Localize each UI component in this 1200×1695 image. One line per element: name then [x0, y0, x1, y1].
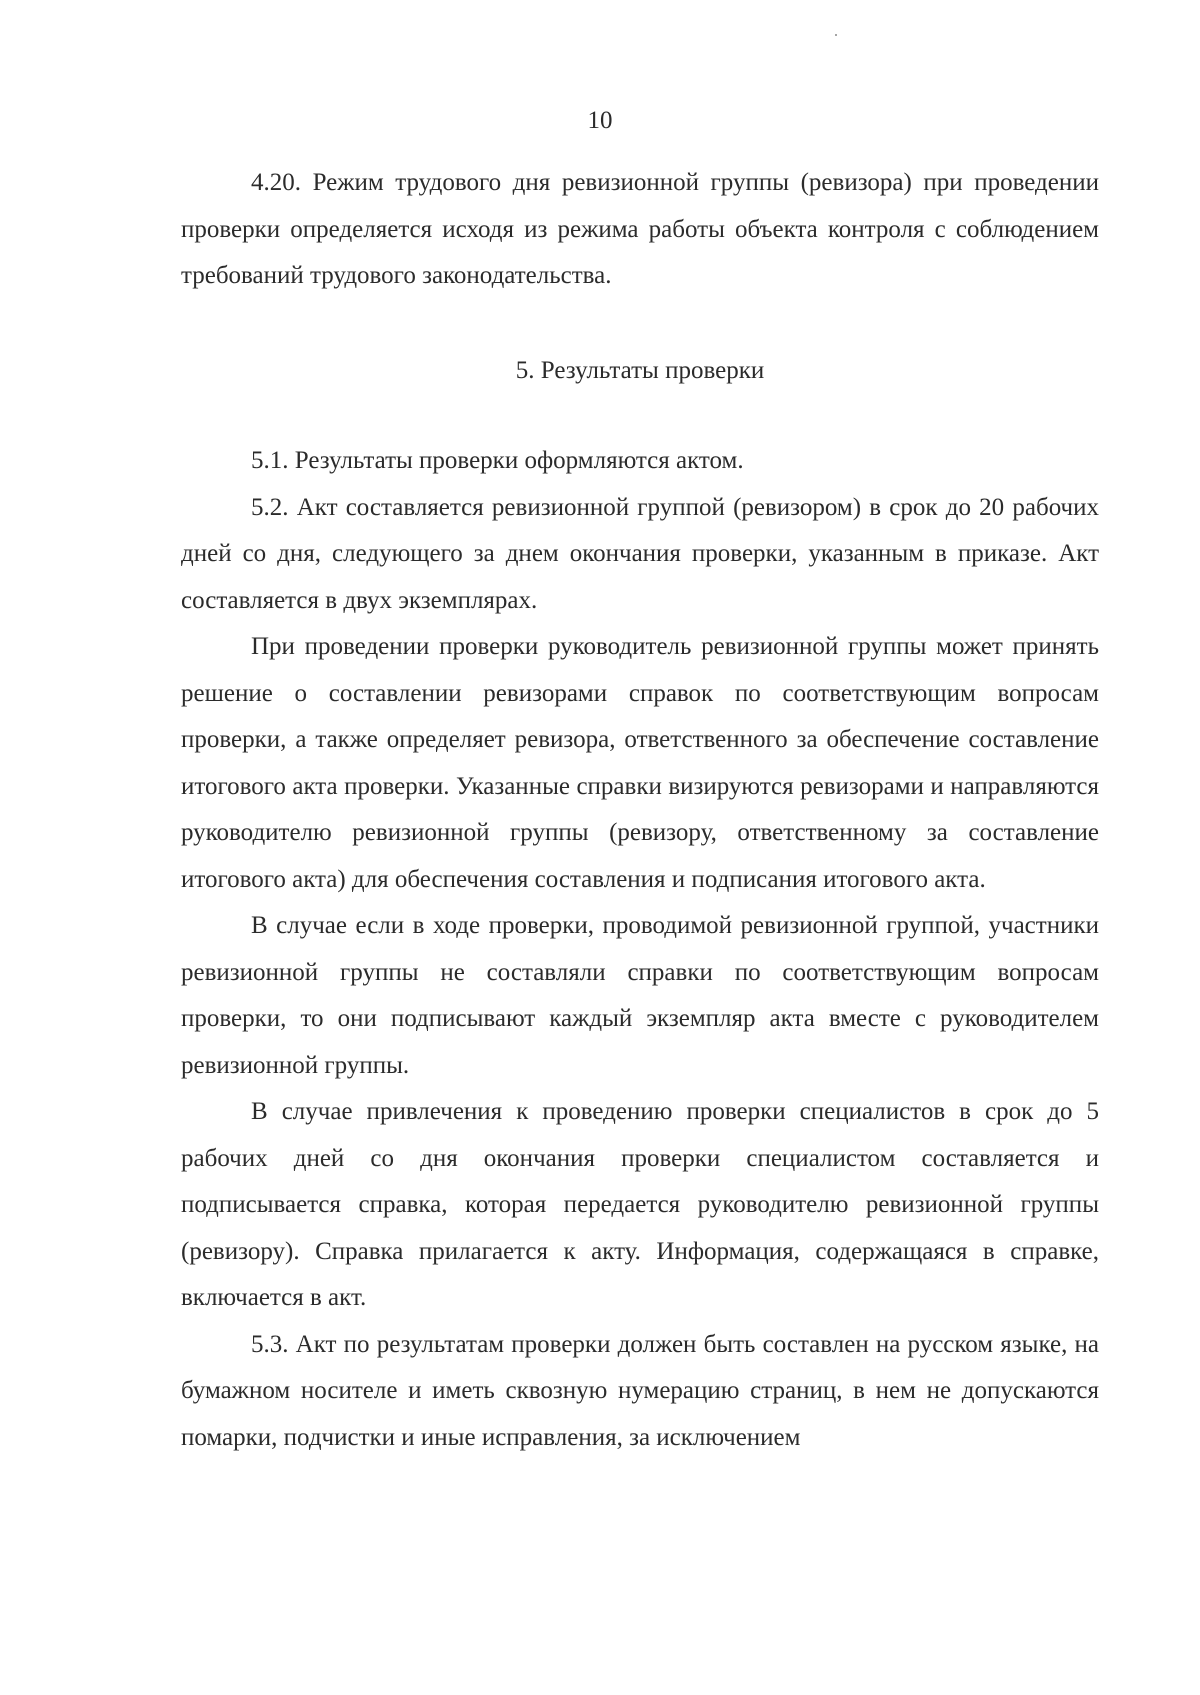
paragraph-specialists: В случае привлечения к проведению проверки специалистов в срок до 5 рабочих дней со дня окончания проверки специалистом составляется и подписывается справка, которая передается руководителю ревизионной группы (ревизору). Справка прилагается к акту. Информация, содержащаяся в справке, включается в акт. [181, 1098, 1099, 1311]
section-heading: 5. Результаты проверки [515, 356, 765, 384]
spacer [181, 300, 1099, 348]
paragraph-5-2: 5.2. Акт составляется ревизионной группой (ревизором) в срок до 20 рабочих дней со дня, следующего за днем окончания проверки, указанным в приказе. Акт составляется в двух экземплярах. [181, 493, 1099, 614]
paragraph-group-signing: В случае если в ходе проверки, проводимой ревизионной группой, участники ревизионной группы не составляли справки по соответствующим вопросам проверки, то они подписывают каждый экземпляр акта вместе с руководителем ревизионной группы. [181, 912, 1099, 1079]
paragraph-5-3: 5.3. Акт по результатам проверки должен быть составлен на русском языке, на бумажном носителе и иметь сквозную нумерацию страниц, в нем не допускаются помарки, подчистки и иные исправления, за исключением [181, 1330, 1099, 1451]
scan-speck [835, 34, 837, 36]
page-number: 10 [587, 107, 613, 134]
paragraph-reference-notes: При проведении проверки руководитель ревизионной группы может принять решение о составлении ревизорами справок по соответствующим вопросам проверки, а также определяет ревизора, ответственного за обеспечение составление итогового акта проверки. Указанные справки визируются ревизорами и направляются руководителю ревизионной группы (ревизору, ответственному за составление итогового акта) для обеспечения составления и подписания итогового акта. [181, 633, 1099, 893]
document-body [181, 160, 1099, 1461]
paragraph-4-20: 4.20. Режим трудового дня ревизионной группы (ревизора) при проведении проверки определяется исходя из режима работы объекта контроля с соблюдением требований трудового законодательства. [181, 169, 1099, 289]
paragraph-5-1: 5.1. Результаты проверки оформляются актом. [251, 447, 744, 474]
spacer [181, 394, 1099, 438]
